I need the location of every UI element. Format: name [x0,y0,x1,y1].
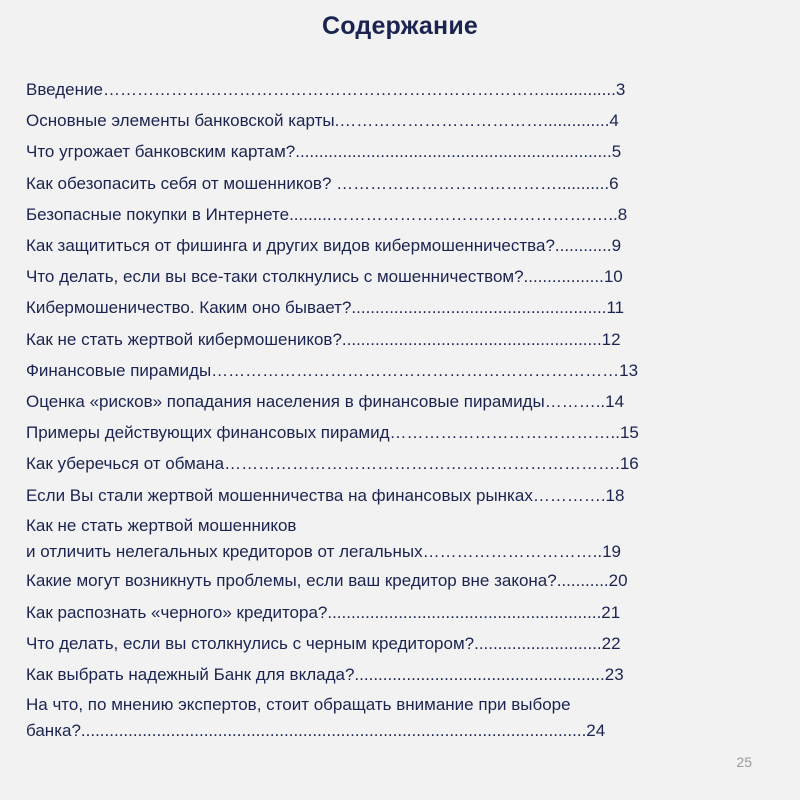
toc-item: Введение……………………………………………………………………...............3 [26,80,626,99]
toc-item: Как защититься от фишинга и других видов кибермошенничества?............9 [26,236,622,256]
toc-item-line: банка?...........................................................................................................24 [26,721,606,741]
toc-item-line: и отличить нелегальных кредиторов от легальных…………………………..19 [26,541,621,561]
toc-item: Финансовые пирамиды………………………………………………………………13 [26,360,639,380]
toc-item: Основные элементы банковской карты.………………………………..............4 [26,111,619,131]
toc-item: Оценка «рисков» попадания населения в финансовые пирамиды………..14 [26,392,625,412]
toc-item: Как не стать жертвой кибермошеников?.......................................................12 [26,329,621,349]
toc-item: Кибермошеничество. Каким оно бывает?......................................................11 [26,298,625,318]
toc-item: Примеры действующих финансовых пирамид…………………………………..15 [26,423,639,443]
toc-item: Что делать, если вы столкнулись с черным кредитором?...........................22 [26,633,621,653]
page-title: Содержание [321,12,479,40]
toc-item-line: Как не стать жертвой мошенников [26,515,297,535]
toc-item: Если Вы стали жертвой мошенничества на финансовых рынках………….18 [26,485,625,505]
toc-item-multiline [26,513,796,566]
slide-number: 25 [736,754,752,770]
toc-item: Как уберечься от обмана…………………………………………………………….16 [26,454,639,474]
table-of-contents [26,74,796,745]
toc-item: Как распознать «черного» кредитора?..........................................................21 [26,602,621,622]
toc-item: Как выбрать надежный Банк для вклада?.....................................................23 [26,664,624,684]
toc-item: Какие могут возникнуть проблемы, если ваш кредитор вне закона?...........20 [26,571,628,591]
toc-item: Безопасные покупки в Интернете.........……………………………………….…..8 [26,204,628,224]
toc-item: Что делать, если вы все-таки столкнулись с мошенничеством?.................10 [26,267,623,287]
toc-item-line: На что, по мнению экспертов, стоит обращать внимание при выборе [26,695,571,715]
toc-item: Как обезопасить себя от мошенников? …………………………………...........6 [26,173,619,193]
toc-item-multiline [26,692,796,745]
toc-item: Что угрожает банковским картам?...................................................................5 [26,142,622,162]
